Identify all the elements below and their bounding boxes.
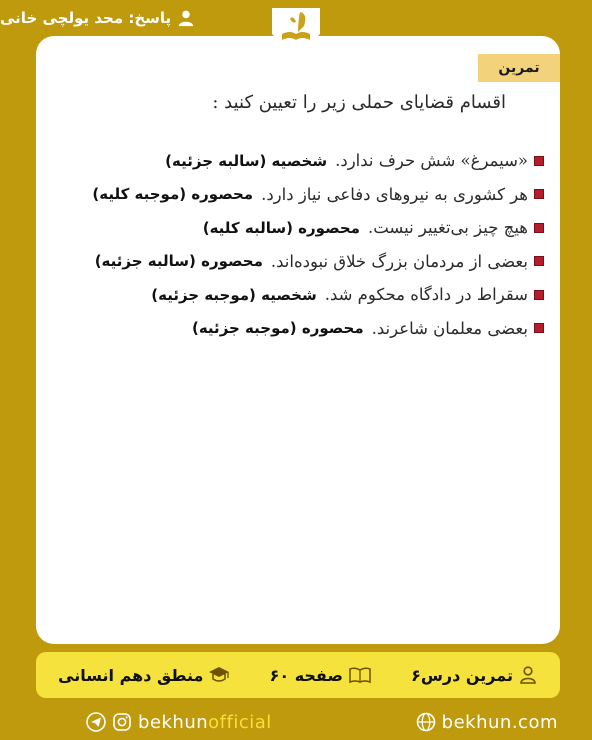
statement-text: بعضی معلمان شاعرند. [371,318,528,338]
instagram-icon[interactable] [112,712,132,732]
telegram-icon[interactable] [86,712,106,732]
answer-text: محصوره (سالبه جزئیه) [94,252,263,271]
statement-text: بعضی از مردمان بزرگ خلاق نبوده‌اند. [270,251,528,271]
statement-text: «سیمرغ» شش حرف ندارد. [335,151,528,171]
graduation-cap-icon [208,666,230,684]
answer-text: شخصیه (سالبه جزئیه) [165,151,328,170]
list-item [44,144,544,178]
square-bullet-icon [534,323,544,333]
book-quill-logo-icon [268,4,324,56]
student-icon [518,665,538,685]
answer-text: محصوره (موجبه جزئیه) [191,319,364,338]
instruction-text: اقسام قضایای حملی زیر را تعیین کنید : [212,92,506,113]
square-bullet-icon [534,256,544,266]
social-handle[interactable]: bekhun official [86,712,272,733]
answer-text: شخصیه (موجبه جزئیه) [151,285,317,304]
list-item [44,278,544,312]
list-item [44,245,544,279]
bottom-bar [0,704,592,740]
answer-text: محصوره (موجبه کلیه) [92,185,254,204]
footer-lesson: تمرین درس۶ [411,665,538,685]
statement-text: سقراط در دادگاه محکوم شد. [324,285,528,305]
square-bullet-icon [534,223,544,233]
square-bullet-icon [534,290,544,300]
exercise-tag: تمرین [478,54,560,82]
statement-list [44,144,544,345]
footer-page: صفحه ۶۰ [270,666,372,685]
footer-strip [36,652,560,698]
answer-text: محصوره (سالبه کلیه) [202,218,360,237]
open-book-icon [348,666,372,684]
list-item [44,178,544,212]
user-icon [177,9,195,27]
list-item [44,312,544,346]
list-item [44,211,544,245]
answer-author: پاسخ: محد یولچی خانی [0,9,172,27]
square-bullet-icon [534,156,544,166]
square-bullet-icon [534,189,544,199]
statement-text: هیچ چیز بی‌تغییر نیست. [367,218,528,238]
footer-subject: منطق دهم انسانی [58,666,230,685]
globe-icon [416,712,436,732]
website-link[interactable]: bekhun.com [416,712,558,733]
statement-text: هر کشوری به نیروهای دفاعی نیاز دارد. [261,184,528,204]
content-card [36,36,560,644]
